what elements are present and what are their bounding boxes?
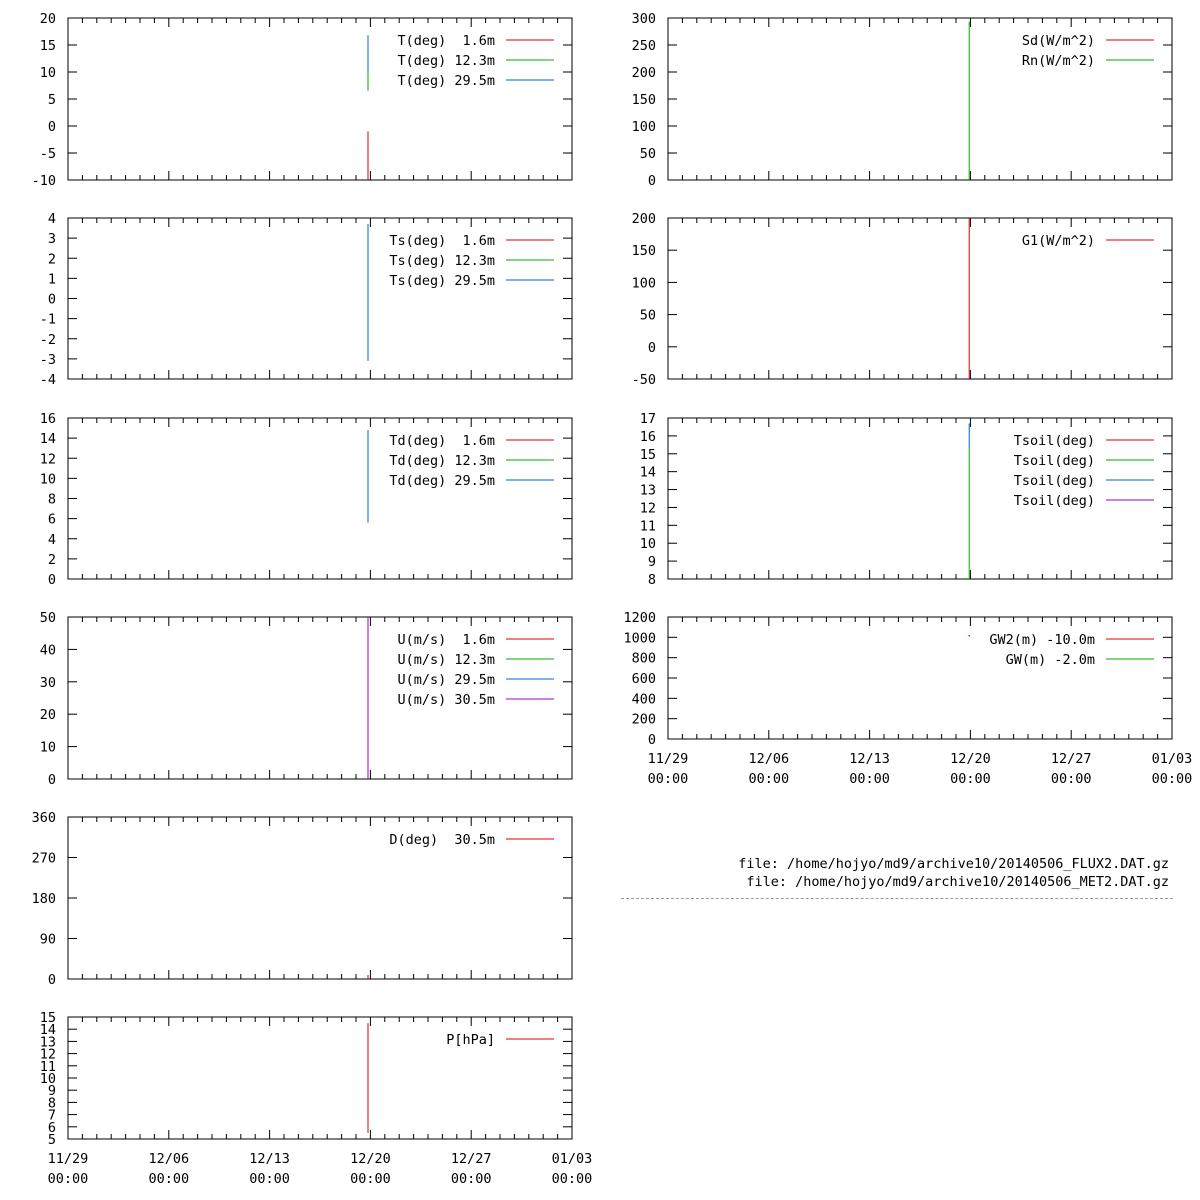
x-tick-date: 12/27 bbox=[1050, 751, 1092, 767]
y-tick-label: -1 bbox=[39, 311, 56, 328]
series-point bbox=[968, 635, 970, 637]
y-tick-label: -4 bbox=[39, 372, 56, 388]
y-tick-label: 8 bbox=[647, 572, 656, 588]
y-tick-label: 0 bbox=[647, 339, 656, 356]
file-path-flux: file: /home/hojyo/md9/archive10/20140506_FLUX2.DAT.gz bbox=[738, 856, 1169, 872]
legend-label: T(deg) 12.3m bbox=[397, 53, 495, 69]
y-tick-label: 17 bbox=[639, 411, 656, 427]
chart-d bbox=[32, 810, 572, 988]
y-tick-label: 1200 bbox=[623, 610, 656, 626]
y-tick-label: 5 bbox=[47, 1132, 56, 1148]
x-tick-time: 00:00 bbox=[647, 771, 689, 787]
y-tick-label: 20 bbox=[39, 11, 56, 27]
x-tick-date: 12/20 bbox=[350, 1151, 391, 1167]
y-tick-label: 30 bbox=[39, 674, 56, 691]
y-tick-label: 40 bbox=[39, 642, 56, 659]
y-tick-label: 200 bbox=[631, 211, 656, 227]
y-tick-label: 800 bbox=[631, 650, 656, 667]
y-tick-label: 12 bbox=[39, 451, 56, 468]
legend-label: Tsoil(deg) bbox=[1013, 473, 1095, 489]
y-tick-label: 8 bbox=[47, 491, 56, 508]
y-tick-label: 50 bbox=[39, 610, 56, 626]
y-tick-label: 13 bbox=[639, 482, 656, 499]
y-tick-label: -2 bbox=[39, 331, 56, 348]
x-tick-date: 11/29 bbox=[47, 1151, 89, 1167]
y-tick-label: 90 bbox=[39, 931, 56, 948]
legend-label: Td(deg) 12.3m bbox=[389, 453, 495, 469]
y-tick-label: 10 bbox=[39, 65, 56, 81]
x-tick-date: 12/20 bbox=[950, 751, 991, 767]
y-tick-label: 7 bbox=[47, 1107, 56, 1124]
legend-label: Tsoil(deg) bbox=[1013, 453, 1095, 469]
chart-p bbox=[40, 1010, 593, 1187]
legend-label: GW(m) -2.0m bbox=[1005, 652, 1095, 668]
y-tick-label: 50 bbox=[639, 146, 656, 162]
chart-t bbox=[32, 11, 572, 189]
y-tick-label: 1 bbox=[47, 271, 56, 288]
plot-frame bbox=[668, 418, 1172, 579]
plot-frame bbox=[68, 1017, 572, 1139]
x-tick-date: 12/13 bbox=[249, 1151, 290, 1167]
y-tick-label: 10 bbox=[39, 739, 56, 756]
y-tick-label: 12 bbox=[39, 1046, 56, 1063]
file-path-met: file: /home/hojyo/md9/archive10/20140506_MET2.DAT.gz bbox=[746, 874, 1169, 890]
y-tick-label: 50 bbox=[639, 307, 656, 324]
y-tick-label: 200 bbox=[631, 65, 656, 81]
x-tick-time: 00:00 bbox=[47, 1171, 89, 1187]
y-tick-label: 1000 bbox=[623, 630, 656, 647]
y-tick-label: -50 bbox=[631, 372, 656, 388]
y-tick-label: 11 bbox=[639, 518, 656, 535]
legend-label: Td(deg) 29.5m bbox=[389, 473, 495, 489]
y-tick-label: 2 bbox=[47, 251, 56, 268]
y-tick-label: 4 bbox=[47, 531, 56, 548]
y-tick-label: 0 bbox=[47, 772, 56, 788]
x-tick-time: 00:00 bbox=[1050, 771, 1092, 787]
x-tick-date: 01/03 bbox=[1151, 751, 1193, 767]
chart-td bbox=[40, 411, 572, 588]
x-tick-date: 12/13 bbox=[849, 751, 890, 767]
y-tick-label: 3 bbox=[47, 231, 56, 248]
y-tick-label: 2 bbox=[47, 551, 56, 568]
legend-label: Ts(deg) 29.5m bbox=[389, 273, 495, 289]
y-tick-label: 0 bbox=[47, 572, 56, 588]
x-tick-date: 11/29 bbox=[647, 751, 689, 767]
y-tick-label: 0 bbox=[647, 732, 656, 748]
plot-frame bbox=[68, 817, 572, 979]
legend-label: U(m/s) 30.5m bbox=[397, 692, 495, 708]
y-tick-label: 9 bbox=[647, 554, 656, 571]
legend-label: Ts(deg) 1.6m bbox=[389, 233, 495, 249]
y-tick-label: 11 bbox=[39, 1058, 56, 1075]
y-tick-label: -3 bbox=[39, 351, 56, 368]
legend-label: U(m/s) 29.5m bbox=[397, 672, 495, 688]
plot-frame bbox=[68, 18, 572, 180]
y-tick-label: 13 bbox=[39, 1034, 56, 1051]
y-tick-label: 400 bbox=[631, 691, 656, 708]
y-tick-label: 6 bbox=[47, 1119, 56, 1136]
y-tick-label: 250 bbox=[631, 38, 656, 54]
y-tick-label: 15 bbox=[39, 1010, 56, 1026]
legend-label: D(deg) 30.5m bbox=[389, 832, 495, 848]
x-tick-time: 00:00 bbox=[551, 1171, 593, 1187]
plot-frame bbox=[68, 617, 572, 779]
legend-label: Tsoil(deg) bbox=[1013, 493, 1095, 509]
x-tick-time: 00:00 bbox=[450, 1171, 492, 1187]
legend-label: Ts(deg) 12.3m bbox=[389, 253, 495, 269]
chart-sd bbox=[632, 11, 1172, 189]
legend-label: Rn(W/m^2) bbox=[1021, 53, 1095, 69]
x-tick-time: 00:00 bbox=[249, 1171, 290, 1187]
x-tick-time: 00:00 bbox=[748, 771, 790, 787]
legend-label: P[hPa] bbox=[446, 1032, 495, 1048]
plot-frame bbox=[668, 218, 1172, 379]
chart-tsoil bbox=[640, 411, 1172, 588]
y-tick-label: 0 bbox=[647, 173, 656, 189]
legend-label: G1(W/m^2) bbox=[1021, 233, 1095, 249]
legend-label: Td(deg) 1.6m bbox=[389, 433, 495, 449]
y-tick-label: 9 bbox=[47, 1083, 56, 1100]
x-tick-time: 00:00 bbox=[849, 771, 890, 787]
chart-gw bbox=[623, 610, 1192, 787]
y-tick-label: 12 bbox=[639, 500, 656, 517]
chart-u bbox=[40, 610, 572, 788]
legend-label: Sd(W/m^2) bbox=[1021, 33, 1095, 49]
plot-frame bbox=[68, 418, 572, 579]
chart-ts bbox=[40, 211, 572, 388]
y-tick-label: 20 bbox=[39, 707, 56, 724]
y-tick-label: 360 bbox=[31, 810, 56, 826]
y-tick-label: 15 bbox=[639, 446, 656, 463]
y-tick-label: 10 bbox=[39, 1071, 56, 1087]
x-tick-date: 01/03 bbox=[551, 1151, 593, 1167]
y-tick-label: 4 bbox=[47, 211, 56, 227]
plot-frame bbox=[668, 617, 1172, 739]
legend-label: T(deg) 29.5m bbox=[397, 73, 495, 89]
legend-label: U(m/s) 1.6m bbox=[397, 632, 495, 648]
plot-frame bbox=[68, 218, 572, 379]
y-tick-label: 270 bbox=[31, 850, 56, 867]
legend-label: U(m/s) 12.3m bbox=[397, 652, 495, 668]
y-tick-label: 16 bbox=[39, 411, 56, 427]
y-tick-label: 10 bbox=[639, 536, 656, 553]
y-tick-label: 5 bbox=[47, 92, 56, 108]
x-tick-date: 12/06 bbox=[748, 751, 790, 767]
y-tick-label: -10 bbox=[31, 173, 56, 189]
y-tick-label: 150 bbox=[631, 243, 656, 260]
file-list bbox=[738, 855, 1169, 891]
y-tick-label: 10 bbox=[39, 471, 56, 488]
y-tick-label: 150 bbox=[631, 92, 656, 108]
x-tick-time: 00:00 bbox=[1151, 771, 1193, 787]
divider-line bbox=[621, 898, 1173, 899]
x-tick-date: 12/27 bbox=[450, 1151, 492, 1167]
y-tick-label: 8 bbox=[47, 1095, 56, 1112]
y-tick-label: 0 bbox=[47, 291, 56, 308]
y-tick-label: 0 bbox=[47, 119, 56, 135]
x-tick-time: 00:00 bbox=[950, 771, 991, 787]
x-tick-date: 12/06 bbox=[148, 1151, 190, 1167]
y-tick-label: 14 bbox=[39, 431, 56, 448]
y-tick-label: 15 bbox=[39, 38, 56, 54]
y-tick-label: 180 bbox=[31, 891, 56, 907]
y-tick-label: 100 bbox=[631, 275, 656, 292]
legend-label: T(deg) 1.6m bbox=[397, 33, 495, 49]
plot-frame bbox=[668, 18, 1172, 180]
y-tick-label: 600 bbox=[631, 671, 656, 687]
y-tick-label: 16 bbox=[639, 428, 656, 445]
y-tick-label: 0 bbox=[47, 972, 56, 988]
y-tick-label: 14 bbox=[639, 464, 656, 481]
y-tick-label: 14 bbox=[39, 1022, 56, 1039]
y-tick-label: 300 bbox=[631, 11, 656, 27]
chart-g1 bbox=[632, 211, 1172, 388]
y-tick-label: -5 bbox=[39, 146, 56, 162]
legend-label: GW2(m) -10.0m bbox=[989, 632, 1095, 648]
x-tick-time: 00:00 bbox=[148, 1171, 190, 1187]
legend-label: Tsoil(deg) bbox=[1013, 433, 1095, 449]
y-tick-label: 200 bbox=[631, 711, 656, 728]
y-tick-label: 100 bbox=[631, 119, 656, 135]
x-tick-time: 00:00 bbox=[350, 1171, 391, 1187]
y-tick-label: 6 bbox=[47, 511, 56, 528]
